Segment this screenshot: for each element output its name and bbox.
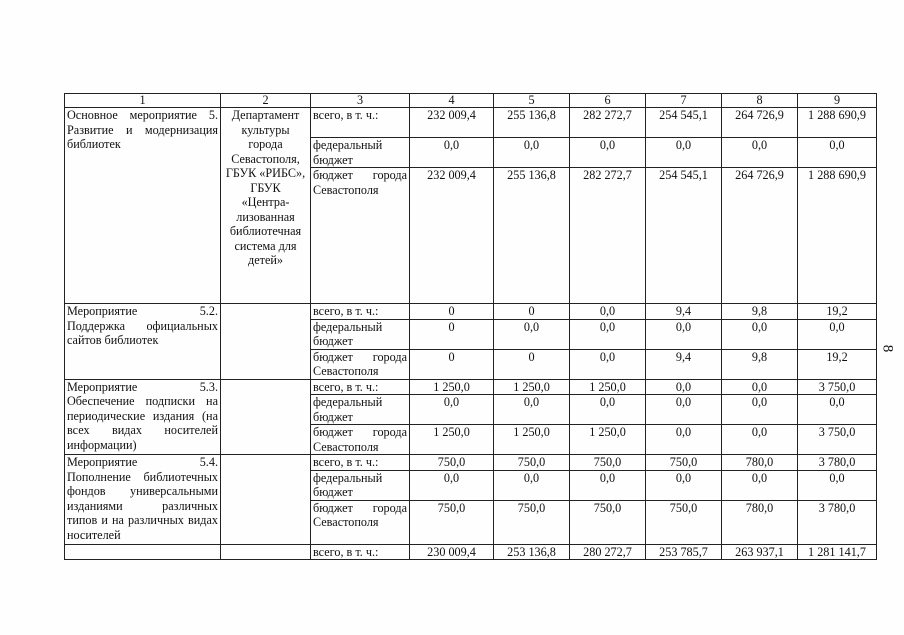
cell-line: библиотек (67, 137, 121, 151)
funding-source-cell (311, 455, 410, 471)
cell-line: бюджет города (313, 168, 407, 182)
measure-name-cell (65, 455, 221, 545)
value-cell: 0,0 (570, 349, 646, 379)
header-cell: 2 (221, 94, 311, 108)
header-row (65, 94, 877, 108)
value-cell: 1 250,0 (410, 379, 494, 395)
funding-source-cell (311, 168, 410, 304)
value-cell: 0,0 (646, 425, 722, 455)
measure-name-cell (65, 108, 221, 304)
cell-line: Департамент (231, 108, 300, 122)
value-cell: 19,2 (798, 304, 877, 320)
value-cell: 0 (494, 304, 570, 320)
cell-line: бюджет (313, 409, 353, 424)
funding-source-cell (311, 395, 410, 425)
cell-line: всего, в т. ч.: (313, 304, 379, 318)
cell-line: Обеспечение подписки на (67, 394, 218, 408)
cell-line: всего, в т. ч.: (313, 108, 379, 122)
cell-line: бюджет (313, 334, 353, 348)
value-cell: 0,0 (798, 470, 877, 500)
value-cell: 263 937,1 (722, 544, 798, 560)
value-cell: 280 272,7 (570, 544, 646, 560)
cell-line: Развитие и модернизация (67, 122, 218, 137)
value-cell: 0,0 (410, 395, 494, 425)
header-cell: 1 (65, 94, 221, 108)
cell-line: носителей (67, 527, 121, 542)
header-cell: 7 (646, 94, 722, 108)
value-cell: 253 136,8 (494, 544, 570, 560)
value-cell: 0,0 (722, 379, 798, 395)
value-cell: 0,0 (570, 138, 646, 168)
value-cell: 232 009,4 (410, 108, 494, 138)
value-cell: 0 (410, 304, 494, 320)
value-cell: 1 288 690,9 (798, 108, 877, 138)
value-cell: 0,0 (798, 319, 877, 349)
value-cell: 230 009,4 (410, 544, 494, 560)
value-cell: 254 545,1 (646, 108, 722, 138)
cell-line: Севастополя, (231, 151, 300, 166)
header-cell: 8 (722, 94, 798, 108)
page-number: 8 (879, 344, 896, 353)
value-cell: 232 009,4 (410, 168, 494, 304)
funding-source-cell (311, 379, 410, 395)
value-cell: 0 (410, 349, 494, 379)
value-cell: 0,0 (798, 395, 877, 425)
total-row (65, 544, 877, 560)
value-cell: 0,0 (494, 470, 570, 500)
value-cell: 9,4 (646, 304, 722, 320)
cell-line: типов и на различных видах (67, 513, 218, 527)
value-cell: 0,0 (570, 395, 646, 425)
funding-source-cell (311, 304, 410, 320)
cell-line: ГБУК (250, 180, 281, 195)
value-cell: 254 545,1 (646, 168, 722, 304)
header-cell: 5 (494, 94, 570, 108)
cell-line: «Центра- (241, 195, 290, 209)
value-cell: 3 750,0 (798, 425, 877, 455)
value-cell: 0,0 (494, 319, 570, 349)
header-cell: 9 (798, 94, 877, 108)
value-cell: 0,0 (646, 319, 722, 349)
value-cell: 0,0 (494, 395, 570, 425)
value-cell: 9,8 (722, 349, 798, 379)
value-cell: 282 272,7 (570, 108, 646, 138)
cell-line: Севастополя (313, 515, 379, 529)
value-cell: 0 (494, 349, 570, 379)
funding-source-cell (311, 319, 410, 349)
value-cell: 0,0 (646, 138, 722, 168)
cell-line: Основное мероприятие 5. (67, 108, 218, 122)
value-cell: 750,0 (646, 500, 722, 544)
value-cell: 0,0 (722, 395, 798, 425)
value-cell: 0,0 (494, 138, 570, 168)
cell-line: всего, в т. ч.: (313, 455, 379, 469)
cell-line: изданиями различных (67, 498, 218, 513)
cell-line: Пополнение библиотечных (67, 469, 218, 484)
header-cell: 4 (410, 94, 494, 108)
value-cell: 780,0 (722, 500, 798, 544)
value-cell: 253 785,7 (646, 544, 722, 560)
cell-line: федеральный (313, 138, 383, 152)
executor-cell (221, 379, 311, 455)
cell-line: Севастополя (313, 364, 379, 378)
value-cell: 264 726,9 (722, 168, 798, 304)
cell-line: информации) (67, 437, 137, 452)
cell-line: Мероприятие 5.2. (67, 304, 218, 318)
value-cell: 282 272,7 (570, 168, 646, 304)
value-cell: 0,0 (646, 470, 722, 500)
cell-line: Поддержка официальных (67, 318, 218, 333)
value-cell: 0,0 (570, 304, 646, 320)
cell-line: лизованная (236, 209, 295, 224)
value-cell: 0,0 (410, 470, 494, 500)
cell-line: детей» (248, 253, 283, 267)
value-cell: 19,2 (798, 349, 877, 379)
funding-source-cell: всего, в т. ч.: (311, 544, 410, 560)
executor-cell (221, 455, 311, 545)
value-cell: 0,0 (646, 379, 722, 395)
cell-line: Севастополя (313, 182, 379, 197)
executor-cell (221, 108, 311, 304)
cell-line: Мероприятие 5.4. (67, 455, 218, 469)
value-cell: 750,0 (646, 455, 722, 471)
value-cell: 255 136,8 (494, 168, 570, 304)
value-cell: 264 726,9 (722, 108, 798, 138)
funding-source-cell (311, 108, 410, 138)
value-cell: 1 250,0 (410, 425, 494, 455)
value-cell: 750,0 (410, 455, 494, 471)
cell-line: бюджет города (313, 500, 407, 515)
cell-line: система для (234, 238, 297, 253)
value-cell: 1 281 141,7 (798, 544, 877, 560)
empty-cell (221, 544, 311, 560)
cell-line: бюджет (313, 152, 353, 167)
cell-line: всех видах носителей (67, 423, 218, 437)
value-cell: 750,0 (570, 500, 646, 544)
value-cell: 1 250,0 (570, 379, 646, 395)
value-cell: 255 136,8 (494, 108, 570, 138)
funding-source-cell (311, 349, 410, 379)
funding-source-cell (311, 500, 410, 544)
value-cell: 3 780,0 (798, 455, 877, 471)
table-row (65, 455, 877, 471)
measure-name-cell (65, 304, 221, 380)
table-row (65, 379, 877, 395)
cell-line: библиотечная (229, 224, 302, 238)
value-cell: 750,0 (410, 500, 494, 544)
value-cell: 0,0 (798, 138, 877, 168)
value-cell: 0,0 (722, 138, 798, 168)
header-cell: 6 (570, 94, 646, 108)
empty-cell (65, 544, 221, 560)
value-cell: 750,0 (570, 455, 646, 471)
cell-line: ГБУК «РИБС», (225, 166, 306, 180)
value-cell: 1 250,0 (494, 425, 570, 455)
value-cell: 1 288 690,9 (798, 168, 877, 304)
measure-name-cell (65, 379, 221, 455)
value-cell: 750,0 (494, 455, 570, 471)
cell-line: периодические издания (на (67, 408, 218, 423)
cell-line: сайтов библиотек (67, 333, 159, 347)
table-row (65, 108, 877, 138)
value-cell: 0,0 (570, 319, 646, 349)
cell-line: федеральный (313, 395, 383, 409)
value-cell: 0,0 (722, 425, 798, 455)
cell-line: культуры (241, 122, 290, 137)
cell-line: федеральный (313, 319, 383, 334)
header-cell: 3 (311, 94, 410, 108)
funding-source-cell (311, 470, 410, 500)
value-cell: 0,0 (410, 138, 494, 168)
budget-table (64, 93, 877, 560)
value-cell: 1 250,0 (494, 379, 570, 395)
value-cell: 0 (410, 319, 494, 349)
cell-line: фондов универсальными (67, 484, 218, 498)
value-cell: 0,0 (646, 395, 722, 425)
value-cell: 3 750,0 (798, 379, 877, 395)
executor-cell (221, 304, 311, 380)
cell-line: бюджет (313, 485, 353, 499)
cell-line: Мероприятие 5.3. (67, 379, 218, 394)
value-cell: 780,0 (722, 455, 798, 471)
value-cell: 0,0 (722, 470, 798, 500)
cell-line: бюджет города (313, 349, 407, 364)
cell-line: бюджет города (313, 425, 407, 439)
value-cell: 0,0 (722, 319, 798, 349)
funding-source-cell (311, 138, 410, 168)
value-cell: 0,0 (570, 470, 646, 500)
value-cell: 1 250,0 (570, 425, 646, 455)
cell-line: Севастополя (313, 439, 379, 454)
value-cell: 3 780,0 (798, 500, 877, 544)
value-cell: 9,4 (646, 349, 722, 379)
cell-line: федеральный (313, 470, 383, 485)
value-cell: 9,8 (722, 304, 798, 320)
table-row (65, 304, 877, 320)
cell-line: всего, в т. ч.: (313, 379, 379, 394)
cell-line: города (248, 137, 283, 151)
funding-source-cell (311, 425, 410, 455)
value-cell: 750,0 (494, 500, 570, 544)
